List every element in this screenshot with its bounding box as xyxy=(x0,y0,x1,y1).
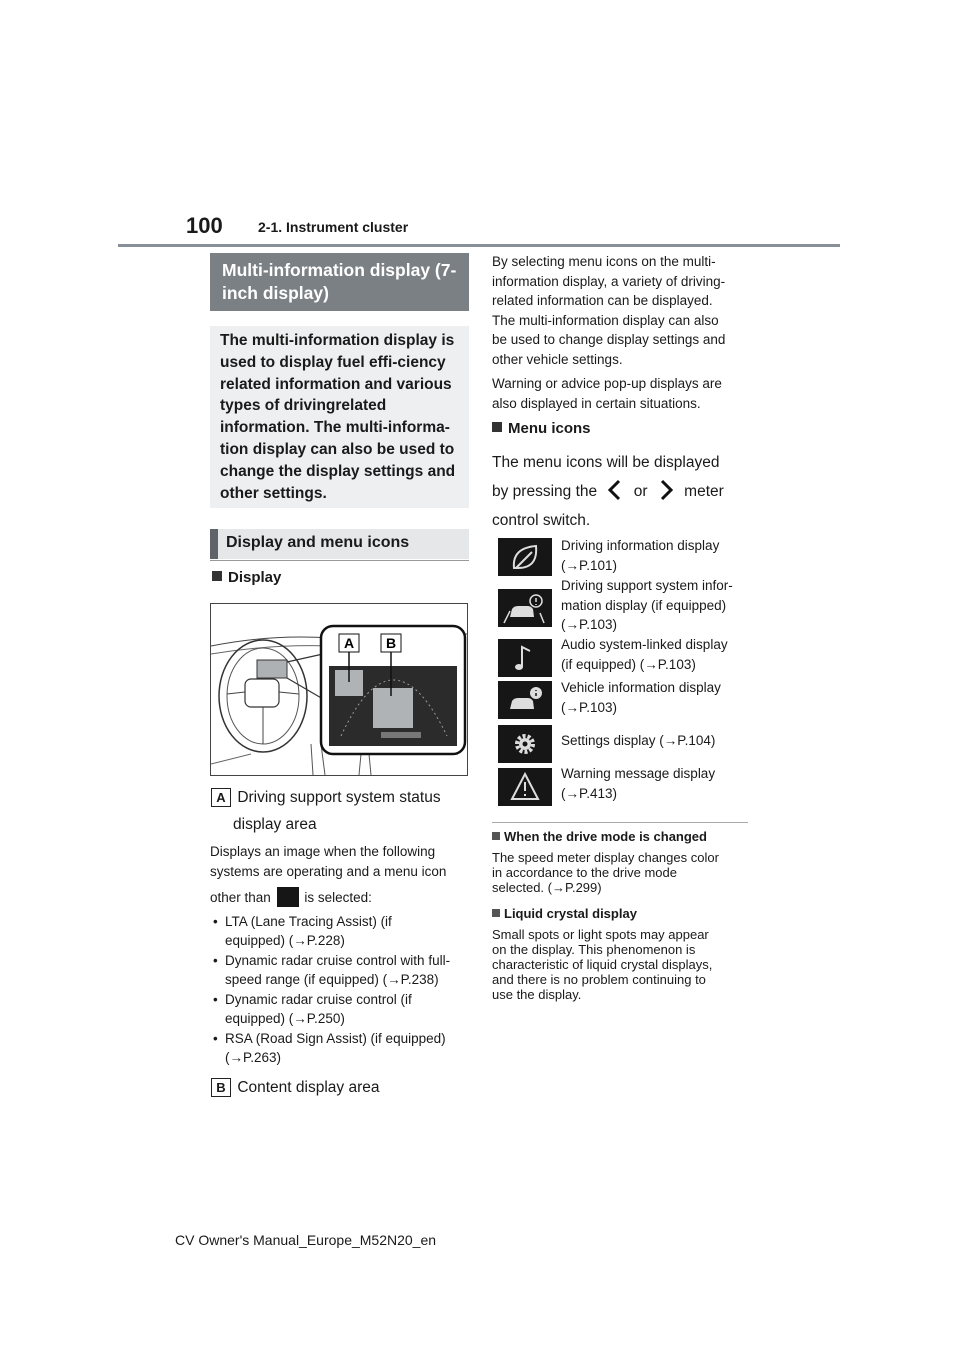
desc3-pre: other than xyxy=(210,890,271,905)
list-item: • Dynamic radar cruise control with full- speed range (if equipped) (→P.238) xyxy=(210,951,470,989)
gear-icon xyxy=(498,725,552,763)
menu-intro xyxy=(492,448,724,535)
dashboard-drawing xyxy=(211,604,467,775)
menu-line3: control switch. xyxy=(492,512,591,529)
list-item: • Dynamic radar cruise control (if equipped) (→P.250) xyxy=(210,990,470,1028)
menu-item-warning: Warning message display (→P.413) xyxy=(561,766,716,801)
list-item: • LTA (Lane Tracing Assist) (if equipped) (→P.228) xyxy=(210,912,470,950)
item-a xyxy=(211,784,441,811)
menu-icons-heading: Menu icons xyxy=(492,420,591,437)
desc3-post: is selected: xyxy=(304,890,372,905)
menu-item-driving-info: Driving information display (→P.101) xyxy=(561,538,720,573)
menu-item-vehicle-info: Vehicle information display (→P.103) xyxy=(561,680,721,715)
square-bullet-icon xyxy=(492,909,500,917)
note1-text: The speed meter display changes color in accordance to the drive mode selected. (→P.299) xyxy=(492,850,719,895)
item-a-desc3 xyxy=(210,887,372,908)
square-bullet-icon xyxy=(212,571,222,581)
menu-line2: by pressing the or meter xyxy=(492,477,724,506)
page-number: 100 xyxy=(186,213,223,238)
square-bullet-icon xyxy=(492,832,500,840)
section-title: 2-1. Instrument cluster xyxy=(258,219,409,235)
music-note-icon xyxy=(498,639,552,677)
item-a-line1: Driving support system status xyxy=(237,789,441,806)
note2-text: Small spots or light spots may appear on the display. This phenomenon is characteristic of liquid crystal displays, and there is no problem continuing to use the display. xyxy=(492,927,713,1002)
display-heading-text: Display xyxy=(228,569,282,586)
chevron-left-icon xyxy=(605,479,625,501)
summary-box: The multi-information display is used to display fuel effi-ciency related information and various types of drivingrelated information. The multi-informa-tion display can also be used to change the display settings and other settings. xyxy=(210,326,469,508)
subsection-heading: Display and menu icons xyxy=(210,529,469,559)
item-a-desc2: systems are operating and a menu icon xyxy=(210,864,447,879)
item-b-text: Content display area xyxy=(237,1079,380,1096)
notes-rule xyxy=(492,822,748,823)
item-a-line2: display area xyxy=(233,816,317,833)
driving-support-icon xyxy=(498,589,552,627)
callout-a: A xyxy=(343,635,355,651)
list-item: • RSA (Road Sign Assist) (if equipped) (→P.263) xyxy=(210,1029,470,1067)
menu-item-settings: Settings display (→P.104) xyxy=(561,733,716,748)
display-heading xyxy=(212,569,281,586)
callout-b: B xyxy=(385,635,397,651)
footer-text: CV Owner's Manual_Europe_M52N20_en xyxy=(175,1232,437,1248)
label-a: A xyxy=(211,788,231,807)
driving-support-icon xyxy=(277,887,299,907)
item-b xyxy=(211,1074,379,1101)
subsection-rule xyxy=(210,560,469,561)
systems-list xyxy=(210,912,470,1067)
section-heading: Multi-information display (7-inch display) xyxy=(210,253,469,311)
leaf-icon xyxy=(498,538,552,576)
header-rule xyxy=(118,244,840,247)
intro-paragraph: By selecting menu icons on the multi- information display, a variety of driving- related information can be displayed. The multi-information display can also be used to change display settings and other vehicle settings. xyxy=(492,254,726,367)
menu-line1: The menu icons will be displayed xyxy=(492,454,720,471)
warning-icon xyxy=(498,768,552,806)
menu-item-audio: Audio system-linked display (if equipped) (→P.103) xyxy=(561,637,728,672)
note2-heading: Liquid crystal display xyxy=(492,906,637,921)
square-bullet-icon xyxy=(492,422,502,432)
label-b: B xyxy=(211,1078,231,1097)
dashboard-illustration xyxy=(210,603,468,776)
menu-item-driving-support: Driving support system infor- mation display (if equipped) (→P.103) xyxy=(561,578,733,632)
vehicle-info-icon xyxy=(498,681,552,719)
item-a-desc1: Displays an image when the following xyxy=(210,844,436,859)
note1-heading: When the drive mode is changed xyxy=(492,829,707,844)
chevron-right-icon xyxy=(656,479,676,501)
popup-paragraph: Warning or advice pop-up displays are also displayed in certain situations. xyxy=(492,376,722,411)
